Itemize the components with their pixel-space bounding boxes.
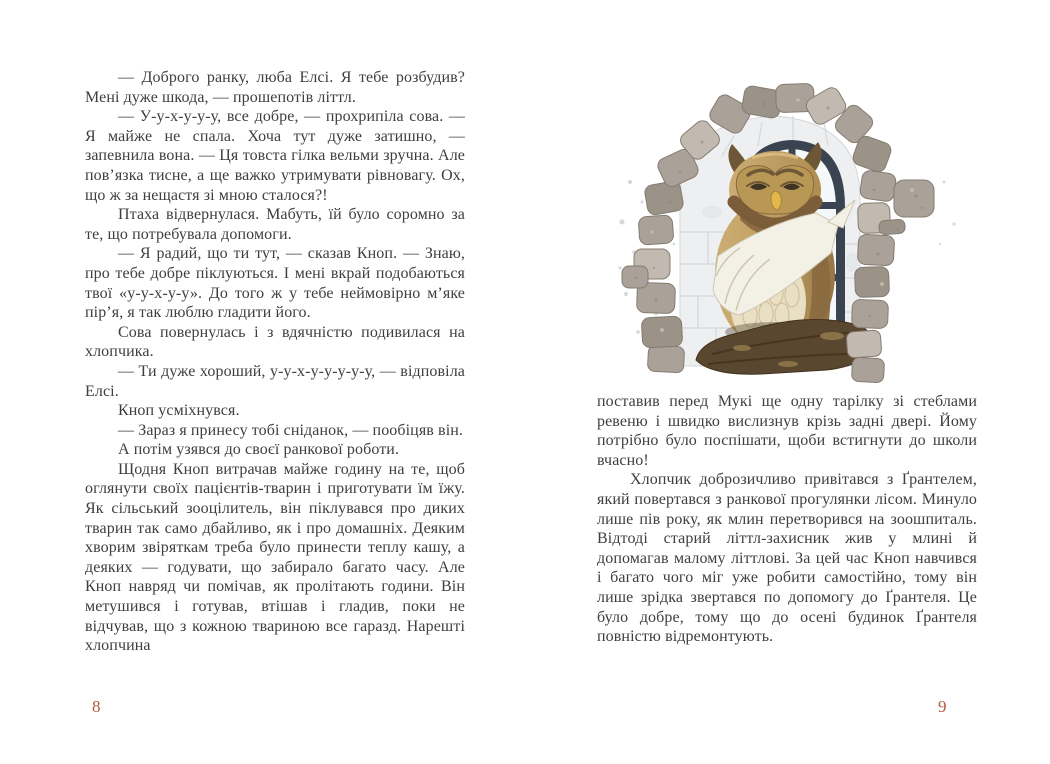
paragraph: Хлопчик доброзичливо привітався з Ґрантелем, який повертався з ранкової прогулянки лісом. Минуло лише пів року, як млин перетворився на зоошпиталь. Відтоді старий літтл-захисник жив у млині й допомагав малому літтлові. За цей час Кноп навчився і багато чого міг уже робити самостійно, тому він лише зрідка звертався по допомогу до Ґрантеля. Це було добре, тому що до осені будинок Ґрантеля повністю відремонтують.	[597, 471, 977, 646]
right-page-text	[597, 392, 977, 647]
paragraph: — Я радий, що ти тут, — сказав Кноп. — Знаю, про тебе добре піклуються. І мені вкрай подобаються твої «у-у-х-у-у». До того ж у тебе неймовірно м’яке пір’я, я так люблю гладити його.	[85, 245, 465, 322]
paragraph: А потім узявся до своєї ранкової роботи.	[118, 441, 400, 459]
floating-stone-large	[894, 180, 934, 217]
paragraph: — Доброго ранку, люба Елсі. Я тебе розбудив? Мені дуже шкода, — прошепотів літтл.	[85, 69, 465, 106]
paragraph: — Ти дуже хороший, у-у-х-у-у-у-у-у, — відповіла Елсі.	[85, 362, 465, 400]
floating-stone-small	[879, 219, 906, 235]
paragraph: Щодня Кноп витрачав майже годину на те, щоб оглянути своїх пацієнтів-тварин і приготувати їм їжу. Як сільський зооцілитель, він піклувався про диких тварин так само дбайливо, як і про домашніх. Деяким хворим звіряткам треба було принести теплу кашу, а деяких — годувати, що забирало багато часу. Але Кноп навряд чи помічав, як пролітають години. Він метушився і готував, втішав і гладив, поки не відчував, що з кожною твариною все гаразд. Нарешті хлопчина	[85, 460, 465, 655]
floating-stone-left	[622, 266, 648, 288]
page-number-left: 8	[92, 697, 101, 716]
paragraph: поставив перед Мукі ще одну тарілку зі стеблами ревеню і швидко вислизнув крізь задні двері. Йому потрібно було поспішати, щоби встигнути до школи вчасно!	[597, 393, 977, 469]
paragraph: Птаха відвернулася. Мабуть, їй було соромно за те, що потребувала допомоги.	[85, 206, 465, 243]
left-page-text	[85, 68, 465, 656]
paragraph: — Зараз я принесу тобі сніданок, — пообіцяв він.	[118, 421, 464, 439]
paragraph: Сова повернулась і з вдячністю подивилася на хлопчика.	[85, 323, 465, 361]
page-number-right: 9	[938, 697, 947, 716]
paragraph: Кноп усміхнувся.	[118, 402, 240, 420]
owl-window-illustration	[612, 62, 994, 388]
paragraph: — У-у-х-у-у-у, все добре, — прохрипіла сова. — Я майже не спала. Хоча тут дуже затишно, — запевнила вона. — Ця товста гілка вельми зручна. Але пов’язка тисне, а ще важко утримувати рівновагу. Ох, що ж за нещастя зі мною сталося?!	[85, 108, 465, 204]
